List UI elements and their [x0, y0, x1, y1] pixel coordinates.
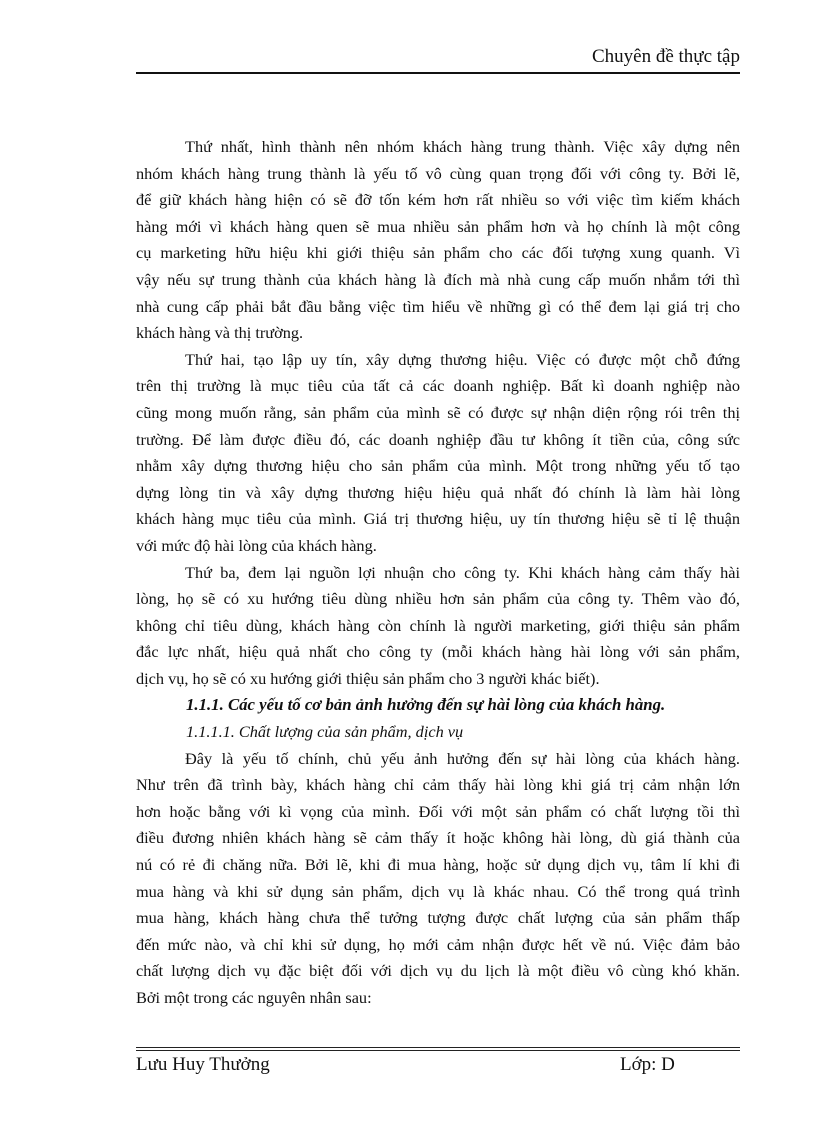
text-line: điều đương nhiên khách hàng sẽ cảm thấy ít hoặc không hài lòng, dù giá thành của [136, 828, 740, 848]
text-line: mua hàng và khi sử dụng sản phẩm, dịch vụ là khác nhau. Có thể trong quá trình [136, 881, 740, 901]
paragraph [136, 347, 740, 560]
footer-class: Lớp: D [620, 1054, 675, 1075]
text-line: cụ marketing hữu hiệu khi giới thiệu sản phẩm cho các đối tượng xung quanh. Vì [136, 243, 740, 263]
text-line: 1.1.1. Các yếu tố cơ bản ảnh hưởng đến sự hài lòng của khách hàng. [186, 695, 666, 715]
footer-rule [136, 1047, 740, 1051]
text-line: mua hàng, khách hàng chưa thể tưởng tượng được chất lượng của sản phẩm thấp [136, 908, 740, 928]
text-line: để giữ khách hàng hiện có sẽ đỡ tốn kém hơn rất nhiều so với việc tìm kiếm khách [136, 190, 740, 210]
text-line: với mức độ hài lòng của khách hàng. [136, 535, 377, 555]
running-header: Chuyên đề thực tập [591, 46, 740, 67]
header-rule [136, 72, 740, 74]
text-line: hàng mới vì khách hàng quen sẽ mua nhiều sản phẩm hơn và họ chính là một công [136, 216, 740, 236]
text-line: khách hàng và thị trường. [136, 323, 304, 343]
text-line: hơn hoặc bằng với kì vọng của mình. Đối với một sản phẩm có chất lượng tồi thì [136, 801, 740, 821]
text-line: Như trên đã trình bày, khách hàng chỉ cảm thấy hài lòng khi giá trị cảm nhận lớn [136, 775, 740, 795]
text-line: không chỉ tiêu dùng, khách hàng còn chính là người marketing, giới thiệu sản phẩm [136, 615, 740, 635]
document-body [136, 134, 740, 1012]
text-line: Thứ hai, tạo lập uy tín, xây dựng thương hiệu. Việc có được một chỗ đứng [185, 349, 740, 369]
text-line: Đây là yếu tố chính, chủ yếu ảnh hưởng đến sự hài lòng của khách hàng. [185, 748, 740, 768]
paragraph [136, 560, 740, 693]
section-heading [136, 692, 740, 719]
text-line: 1.1.1.1. Chất lượng của sản phẩm, dịch vụ [186, 722, 464, 742]
text-line: Thứ ba, đem lại nguồn lợi nhuận cho công ty. Khi khách hàng cảm thấy hài [185, 562, 740, 582]
text-line: đến mức nào, và chỉ khi sử dụng, họ mới cảm nhận được hết về nú. Việc đảm bảo [136, 934, 740, 954]
footer-author: Lưu Huy Thưởng [136, 1054, 270, 1075]
text-line: Thứ nhất, hình thành nên nhóm khách hàng trung thành. Việc xây dựng nên [185, 137, 740, 156]
text-line: nhóm khách hàng trung thành là yếu tố vô cùng quan trọng đối với công ty. Bởi lẽ, [136, 163, 740, 183]
paragraph [136, 746, 740, 1012]
text-line: dịch vụ, họ sẽ có xu hướng giới thiệu sản phẩm cho 3 người khác biết). [136, 668, 600, 688]
text-line: trên thị trường là mục tiêu của tất cả các doanh nghiệp. Bất kì doanh nghiệp nào [136, 376, 740, 396]
text-line: cũng mong muốn rằng, sản phẩm của mình sẽ có được sự nhận diện rộng rói trên thị [136, 402, 740, 422]
text-line: khách hàng mục tiêu của mình. Giá trị thương hiệu, uy tín thương hiệu sẽ tỉ lệ thuận [136, 509, 740, 529]
text-line: dựng lòng tin và xây dựng thương hiệu hiệu quả nhất đó chính là làm hài lòng [136, 482, 740, 502]
text-line: vậy nếu sự trung thành của khách hàng là đích mà nhà cung cấp muốn nhắm tới thì [136, 269, 740, 289]
text-line: nú có rẻ đi chăng nữa. Bởi lẽ, khi đi mua hàng, hoặc sử dụng dịch vụ, tâm lí khi đi [136, 855, 740, 875]
subsection-heading [136, 719, 740, 746]
text-line: nhằm xây dựng thương hiệu cho sản phẩm của mình. Một trong những yếu tố tạo [136, 456, 740, 476]
text-line: lòng, họ sẽ có xu hướng tiêu dùng nhiều hơn sản phẩm của công ty. Thêm vào đó, [136, 589, 740, 609]
text-line: chất lượng dịch vụ đặc biệt đối với dịch vụ du lịch là một điều vô cùng khó khăn. [136, 961, 740, 981]
text-line: trường. Để làm được điều đó, các doanh nghiệp đầu tư không ít tiền của, công sức [136, 429, 740, 449]
text-line: nhà cung cấp phải bắt đầu bằng việc tìm hiểu về những gì có thể đem lại giá trị cho [136, 296, 740, 316]
text-line: đắc lực nhất, hiệu quả nhất cho công ty (mỗi khách hàng hài lòng với sản phẩm, [136, 642, 740, 662]
paragraph [136, 134, 740, 347]
text-line: Bởi một trong các nguyên nhân sau: [136, 988, 372, 1007]
